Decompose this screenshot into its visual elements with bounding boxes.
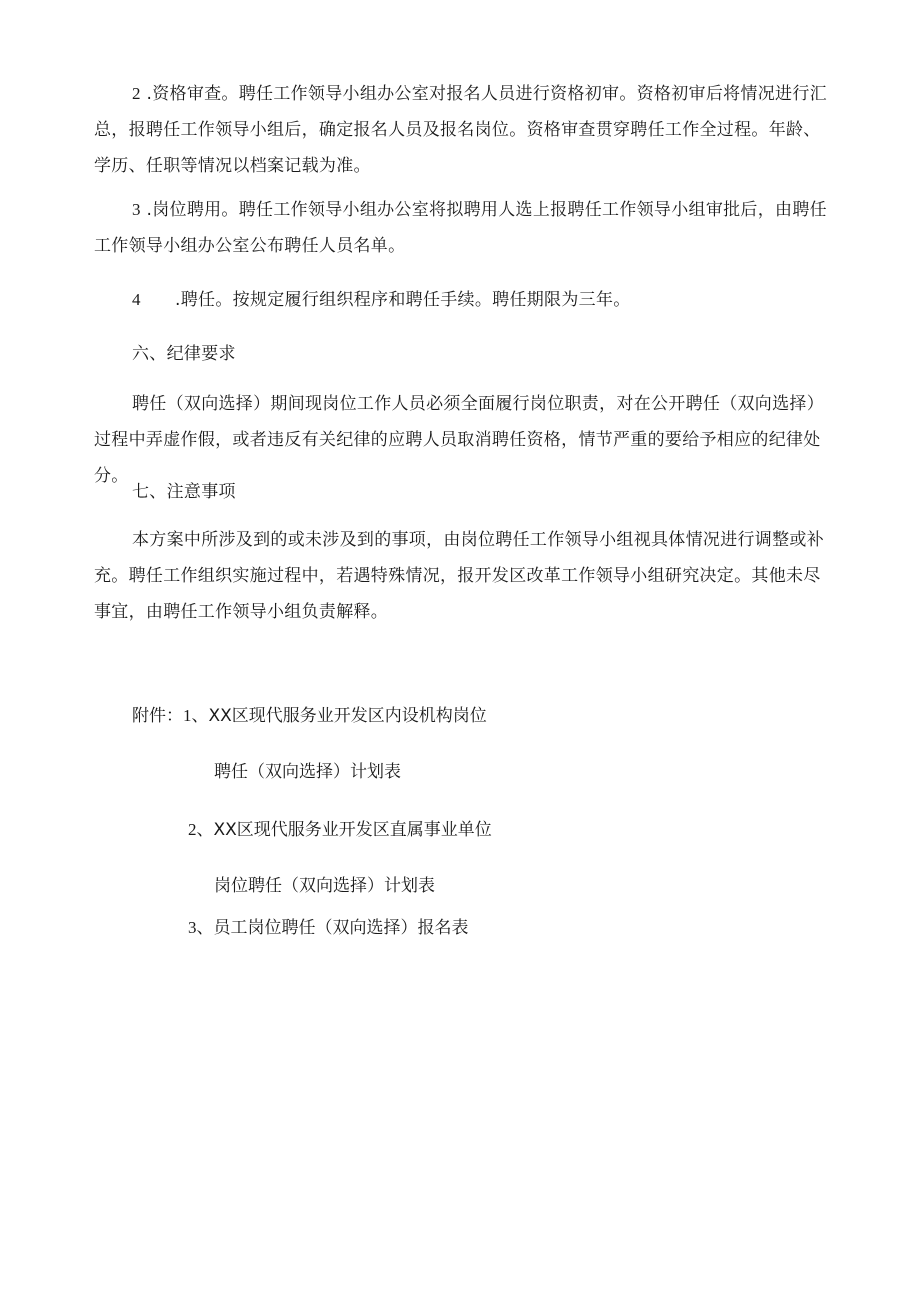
- body-text: 本方案中所涉及到的或未涉及到的事项，由岗位聘任工作领导小组视具体情况进行调整或补充。聘任工作组织实施过程中，若遇特殊情况，报开发区改革工作领导小组研究决定。其他未尽事宜，由聘任工作领导小组负责解释。: [94, 530, 824, 622]
- section-7-body: [94, 522, 834, 630]
- item-3-paragraph: [94, 192, 834, 264]
- item-number: 4: [132, 290, 141, 309]
- item-4-paragraph: [94, 282, 834, 318]
- item-number: 3: [132, 200, 141, 219]
- attachment-title: XX区现代服务业开发区内设机构岗位: [208, 706, 487, 726]
- attachment-label: 附件：: [132, 706, 183, 726]
- item-text: .聘任。按规定履行组织程序和聘任手续。聘任期限为三年。: [175, 290, 631, 310]
- attachment-2-line2: [214, 874, 435, 898]
- section-7-heading: [94, 474, 834, 510]
- attachment-number: 3、: [188, 918, 214, 937]
- attachment-3-line1: [188, 916, 469, 940]
- attachment-title: XX区现代服务业开发区直属事业单位: [213, 820, 492, 840]
- attachment-number: 2、: [188, 820, 214, 839]
- item-2-paragraph: [94, 76, 834, 184]
- heading-text: 七、注意事项: [132, 482, 236, 502]
- attachment-title: 员工岗位聘任（双向选择）报名表: [213, 918, 469, 938]
- attachment-title-cont: 聘任（双向选择）计划表: [214, 762, 401, 782]
- attachment-number: 1、: [183, 706, 209, 725]
- heading-text: 六、纪律要求: [132, 344, 236, 364]
- section-6-heading: [94, 336, 834, 372]
- body-text: 聘任（双向选择）期间现岗位工作人员必须全面履行岗位职责，对在公开聘任（双向选择）过程中弄虚作假，或者违反有关纪律的应聘人员取消聘任资格，情节严重的要给予相应的纪律处分。: [94, 394, 824, 486]
- attachment-1-line1: [132, 704, 487, 728]
- attachment-title-cont: 岗位聘任（双向选择）计划表: [214, 876, 435, 896]
- attachment-1-line2: [214, 760, 401, 784]
- item-text: .资格审查。聘任工作领导小组办公室对报名人员进行资格初审。资格初审后将情况进行汇总，报聘任工作领导小组后，确定报名人员及报名岗位。资格审查贯穿聘任工作全过程。年龄、学历、任职等情况以档案记载为准。: [94, 84, 827, 176]
- item-number: 2: [132, 84, 141, 103]
- attachment-2-line1: [188, 818, 492, 842]
- item-text: .岗位聘用。聘任工作领导小组办公室将拟聘用人选上报聘任工作领导小组审批后，由聘任工作领导小组办公室公布聘任人员名单。: [94, 200, 827, 256]
